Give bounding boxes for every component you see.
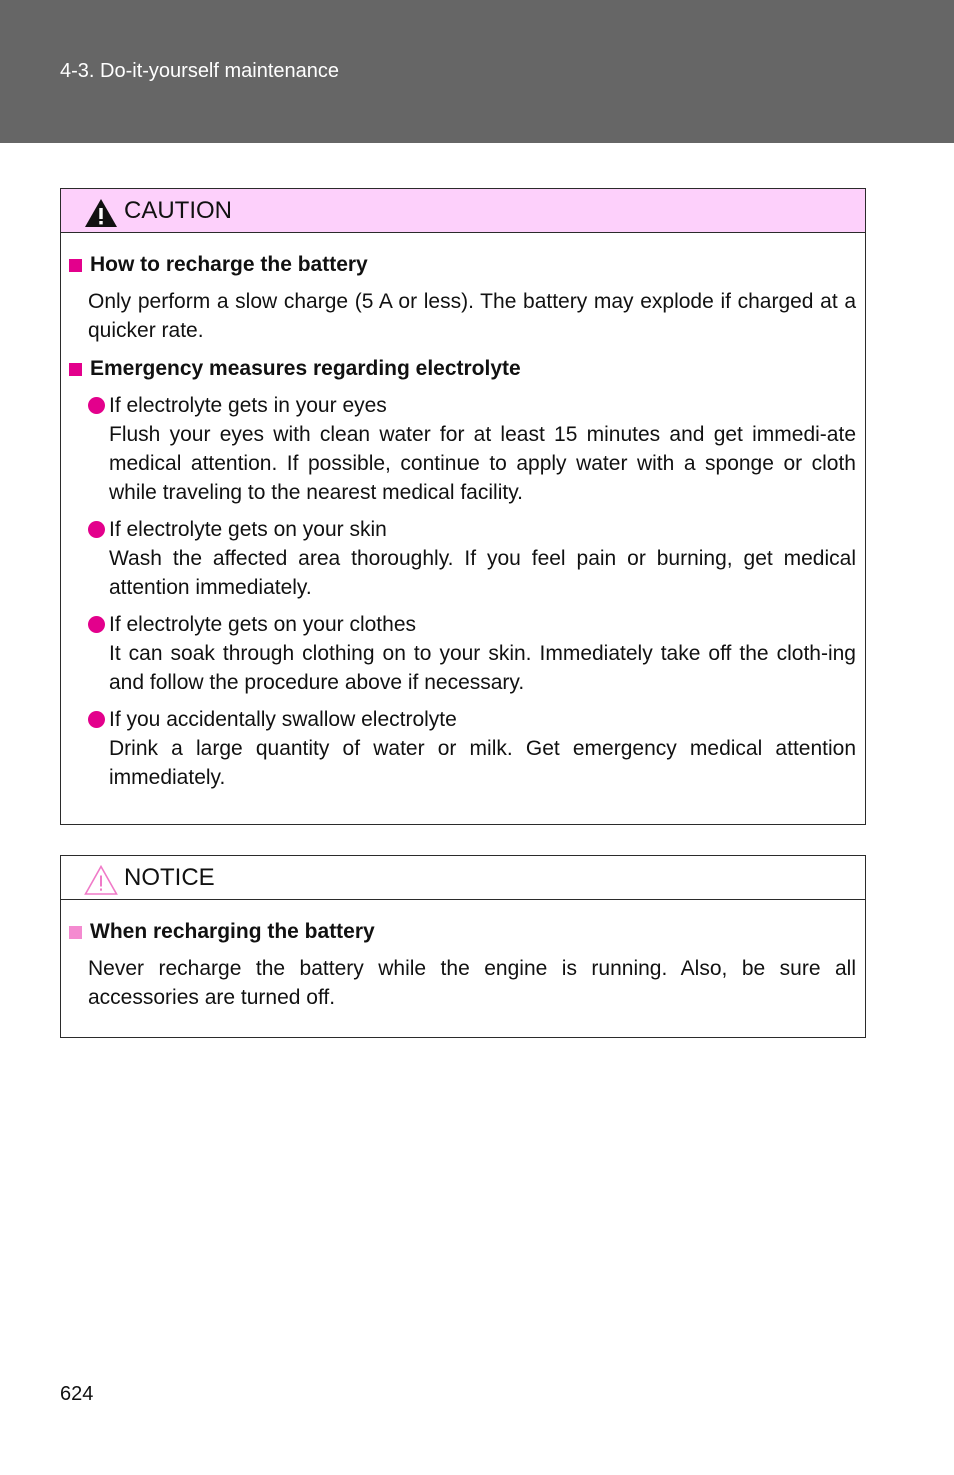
notice-box — [60, 855, 866, 1038]
square-bullet-icon — [69, 926, 82, 939]
bullet-text: It can soak through clothing on to your skin. Immediately take off the cloth-ing and follow the procedure above if necessary. — [109, 642, 856, 694]
square-bullet-icon — [69, 259, 82, 272]
section-title-text: When recharging the battery — [90, 920, 375, 943]
circle-bullet-icon — [88, 711, 105, 728]
caution-box — [60, 188, 866, 825]
caution-header — [61, 189, 865, 233]
bullet-text: Drink a large quantity of water or milk. Get emergency medical attention immediately. — [109, 737, 856, 789]
page-number: 624 — [60, 1383, 94, 1405]
bullet-heading: If electrolyte gets in your eyes — [109, 394, 387, 417]
square-bullet-icon — [69, 363, 82, 376]
section-breadcrumb: 4-3. Do-it-yourself maintenance — [60, 60, 340, 82]
notice-label: NOTICE — [124, 864, 215, 891]
section-title-when-recharging — [67, 918, 856, 946]
bullet-text: Flush your eyes with clean water for at least 15 minutes and get immedi-ate medical attention. If possible, continue to apply water with a sponge or cloth while traveling to the nearest medical facility. — [109, 423, 856, 504]
bullet-heading: If you accidentally swallow electrolyte — [109, 708, 457, 731]
bullet-item-skin — [88, 515, 856, 602]
circle-bullet-icon — [88, 616, 105, 633]
warning-triangle-outline-icon — [83, 864, 119, 896]
caution-body — [61, 233, 865, 792]
section-title-electrolyte — [67, 355, 856, 383]
bullet-heading: If electrolyte gets on your clothes — [109, 613, 416, 636]
section-title-text: Emergency measures regarding electrolyte — [90, 357, 521, 380]
bullet-heading: If electrolyte gets on your skin — [109, 518, 387, 541]
caution-label: CAUTION — [124, 197, 232, 224]
section-title-recharge — [67, 251, 856, 279]
section-paragraph: Never recharge the battery while the engine is running. Also, be sure all accessories are turned off. — [88, 957, 856, 1009]
bullet-item-swallow — [88, 705, 856, 792]
page-header — [0, 0, 954, 143]
bullet-text: Wash the affected area thoroughly. If you feel pain or burning, get medical attention immediately. — [109, 547, 856, 599]
notice-header — [61, 856, 865, 900]
notice-body — [61, 900, 865, 1012]
bullet-item-eyes — [88, 391, 856, 507]
section-paragraph: Only perform a slow charge (5 A or less). The battery may explode if charged at a quicker rate. — [88, 290, 856, 342]
section-title-text: How to recharge the battery — [90, 253, 368, 276]
circle-bullet-icon — [88, 397, 105, 414]
warning-triangle-filled-icon — [83, 197, 119, 229]
bullet-item-clothes — [88, 610, 856, 697]
circle-bullet-icon — [88, 521, 105, 538]
